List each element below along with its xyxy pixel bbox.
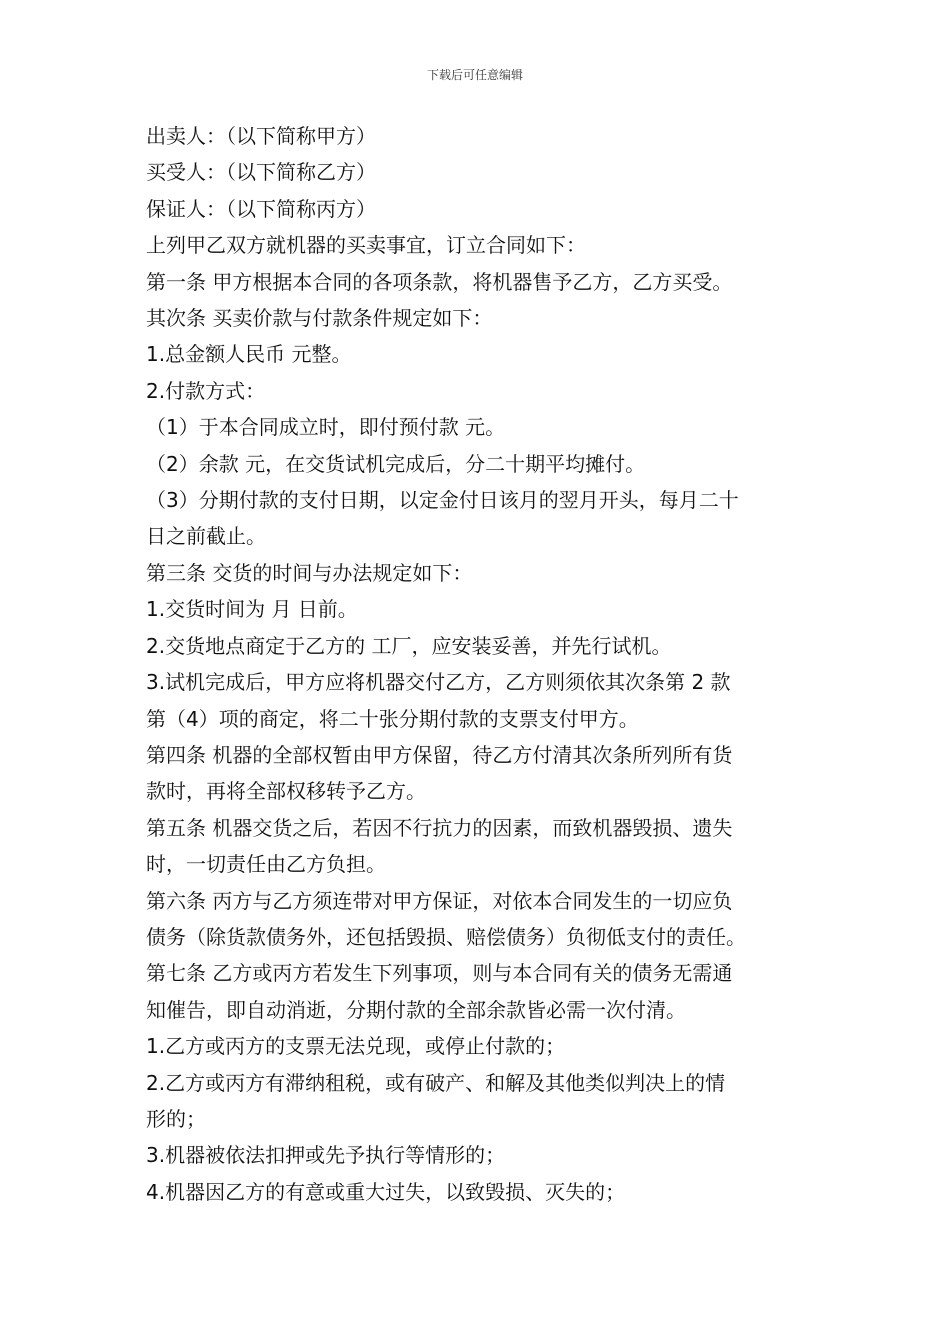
text-line: 保证人：（以下简称丙方） — [146, 196, 376, 221]
text-line: 出卖人：（以下简称甲方） — [146, 124, 376, 148]
text-line: 知催告，即自动消逝，分期付款的全部余款皆必需一次付清。 — [146, 997, 686, 1022]
text-line: 第七条 乙方或丙方若发生下列事项，则与本合同有关的债务无需通 — [146, 961, 733, 986]
text-line: 1.乙方或丙方的支票无法兑现，或停止付款的； — [146, 1034, 566, 1059]
text-line: （2）余款 元，在交货试机完成后，分二十期平均摊付。 — [146, 451, 646, 476]
text-line: 买受人：（以下简称乙方） — [146, 160, 376, 185]
page-header: 下载后可任意编辑 — [426, 68, 523, 82]
document-body — [146, 118, 814, 1210]
text-line: 形的； — [146, 1106, 206, 1131]
text-line: 第一条 甲方根据本合同的各项条款，将机器售予乙方，乙方买受。 — [146, 269, 733, 294]
text-line: 4.机器因乙方的有意或重大过失，以致毁损、灭失的； — [146, 1179, 626, 1204]
text-line: 第四条 机器的全部权暂由甲方保留，待乙方付清其次条所列所有货 — [146, 742, 733, 767]
text-line: 上列甲乙双方就机器的买卖事宜，订立合同如下： — [146, 233, 586, 258]
text-line: 债务（除货款债务外，还包括毁损、赔偿债务）负彻低支付的责任。 — [146, 924, 746, 949]
text-line: 时，一切责任由乙方负担。 — [146, 852, 386, 877]
text-line: （3）分期付款的支付日期，以定金付日该月的翌月开头，每月二十 — [146, 488, 739, 513]
text-line: 款时，再将全部权移转予乙方。 — [146, 779, 426, 804]
text-line: 3.试机完成后，甲方应将机器交付乙方，乙方则须依其次条第 2 款 — [146, 670, 731, 695]
text-line: 其次条 买卖价款与付款条件规定如下： — [146, 306, 493, 331]
text-line: 日之前截止。 — [146, 524, 266, 549]
text-line: 第三条 交货的时间与办法规定如下： — [146, 560, 473, 585]
text-line: 3.机器被依法扣押或先予执行等情形的； — [146, 1143, 506, 1168]
text-line: （1）于本合同成立时，即付预付款 元。 — [146, 415, 506, 440]
text-line: 第五条 机器交货之后，若因不行抗力的因素，而致机器毁损、遗失 — [146, 815, 733, 840]
text-line: 1.交货时间为 月 日前。 — [146, 597, 358, 622]
text-line: 1.总金额人民币 元整。 — [146, 342, 352, 367]
text-line: 2.交货地点商定于乙方的 工厂，应安装妥善，并先行试机。 — [146, 633, 672, 658]
text-line: 第六条 丙方与乙方须连带对甲方保证，对依本合同发生的一切应负 — [146, 888, 733, 913]
text-line: 第（4）项的商定，将二十张分期付款的支票支付甲方。 — [146, 706, 639, 731]
text-line: 2.付款方式： — [146, 378, 266, 403]
text-line: 2.乙方或丙方有滞纳租税，或有破产、和解及其他类似判决上的情 — [146, 1070, 726, 1095]
